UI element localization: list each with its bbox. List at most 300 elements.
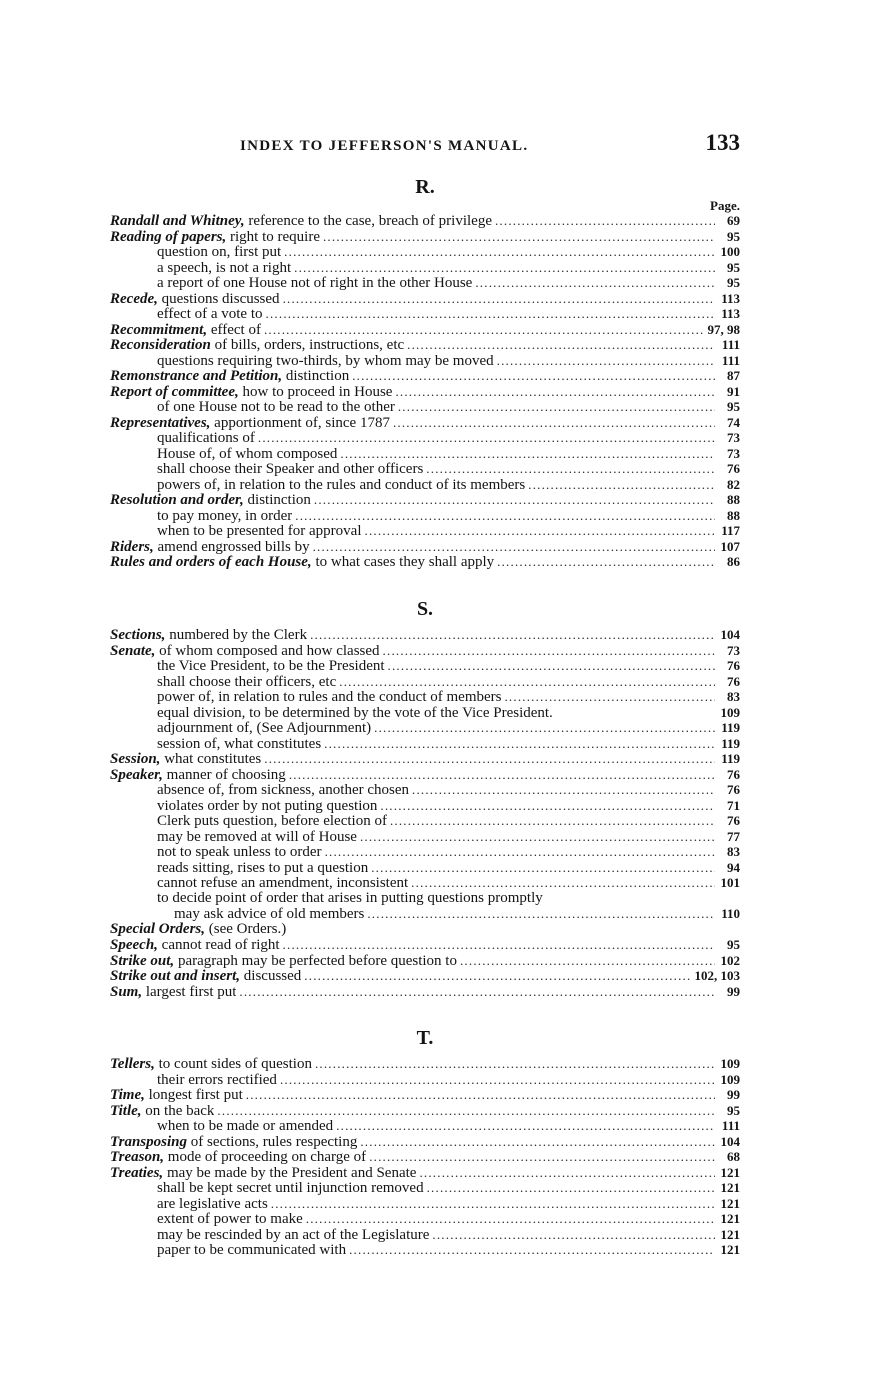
entry-page-ref: 119: [721, 720, 740, 735]
entry-description: when to be made or amended: [157, 1119, 334, 1134]
entry-description: to count sides of question: [154, 1057, 312, 1072]
dot-leader: [315, 1056, 715, 1072]
index-entry: [110, 984, 740, 1000]
entry-text: [157, 783, 409, 799]
entry-description: effect of: [207, 322, 261, 338]
entry-text: [110, 985, 236, 1001]
entry-term: Title,: [110, 1103, 142, 1119]
index-entry: [110, 368, 740, 384]
index-entry: [110, 446, 740, 462]
dot-leader: [390, 813, 715, 829]
section-letter-s: S.: [416, 598, 434, 620]
entry-text: [157, 431, 255, 447]
entry-text: [157, 1243, 346, 1259]
entry-description: reference to the case, breach of privilege: [244, 214, 492, 229]
entry-term: Sections,: [110, 628, 166, 643]
entry-page-ref: 73: [727, 430, 740, 445]
entry-description: how to proceed in House: [238, 384, 393, 400]
entry-page-ref: 119: [721, 751, 740, 766]
entry-description: question on, first put: [157, 245, 282, 260]
entry-description: of sections, rules respecting: [186, 1134, 358, 1150]
entry-page-ref: 99: [727, 983, 740, 999]
index-entry: [110, 415, 740, 431]
dot-leader: [295, 508, 715, 524]
dot-leader: [283, 937, 715, 953]
entry-page-ref: 97, 98: [707, 321, 740, 337]
entry-text: [110, 1166, 416, 1182]
dot-leader: [432, 1227, 715, 1243]
index-entry: [110, 275, 740, 291]
dot-leader: [360, 829, 715, 845]
entry-term: Senate,: [110, 643, 156, 659]
section-r-entries: [110, 213, 740, 570]
dot-leader: [427, 1180, 715, 1196]
entry-page-ref: 95: [727, 259, 740, 275]
entry-description: of one House not to be read to the other: [157, 400, 395, 415]
dot-leader: [369, 1149, 715, 1165]
index-entry: [110, 461, 740, 477]
index-entry: [110, 875, 740, 891]
dot-leader: [246, 1087, 715, 1103]
entry-description: numbered by the Clerk: [165, 628, 308, 643]
entry-page-ref: 68: [727, 1149, 740, 1164]
entry-page-ref: 95: [727, 399, 740, 414]
entry-page-ref: 83: [727, 689, 740, 704]
index-entry: [110, 1196, 740, 1212]
section-t-entries: [110, 1056, 740, 1258]
index-entry: [110, 751, 740, 767]
index-entry: [110, 937, 740, 953]
index-entry: [110, 1149, 740, 1165]
index-entry: [110, 798, 740, 814]
entry-description: adjournment of, (See Adjournment): [157, 721, 372, 736]
entry-description: amend engrossed bills by: [153, 539, 310, 555]
entry-text: [157, 462, 423, 478]
entry-page-ref: 113: [721, 306, 740, 321]
index-entry: [110, 1056, 740, 1072]
entry-term: Session,: [110, 752, 161, 767]
index-entry: [110, 291, 740, 307]
dot-leader: [283, 291, 715, 307]
entry-term: Sum,: [110, 984, 143, 1000]
entry-text: [157, 276, 472, 292]
running-head: [110, 130, 740, 158]
dot-leader: [395, 384, 715, 400]
entry-text: [110, 969, 301, 985]
index-entry: [110, 829, 740, 845]
entry-page-ref: 121: [720, 1195, 740, 1211]
entry-text: [157, 891, 543, 907]
dot-leader: [460, 953, 715, 969]
entry-term: Speaker,: [110, 767, 163, 783]
dot-leader: [528, 477, 715, 493]
entry-description: their errors rectified: [157, 1072, 277, 1088]
dot-leader: [349, 1242, 715, 1258]
index-entry: [110, 477, 740, 493]
dot-leader: [340, 446, 715, 462]
entry-description: qualifications of: [157, 431, 255, 446]
dot-leader: [412, 782, 715, 798]
page-number: 133: [705, 130, 740, 155]
entry-description: of whom composed and how classed: [155, 643, 380, 659]
entry-page-ref: 83: [727, 844, 740, 859]
dot-leader: [411, 875, 715, 891]
dot-leader: [504, 689, 715, 705]
entry-text: [157, 1228, 429, 1244]
entry-term: Time,: [110, 1088, 145, 1103]
index-entry: [110, 1180, 740, 1196]
dot-leader: [239, 984, 715, 1000]
entry-page-ref: 86: [727, 554, 740, 569]
entry-text: [110, 628, 307, 644]
entry-description: shall choose their Speaker and other officers: [157, 462, 424, 477]
index-entry: [110, 968, 740, 984]
index-entry: [110, 906, 740, 922]
entry-page-ref: 121: [720, 1211, 740, 1226]
index-entry: [110, 674, 740, 690]
entry-text: [110, 768, 286, 784]
dot-leader: [271, 1196, 715, 1212]
section-s-entries: [110, 627, 740, 999]
index-entry: [110, 891, 740, 907]
index-entry: [110, 860, 740, 876]
entry-page-ref: 104: [720, 627, 740, 642]
entry-page-ref: 102: [720, 952, 740, 968]
entry-page-ref: 119: [721, 735, 740, 751]
entry-page-ref: 121: [720, 1242, 740, 1257]
entry-description: cannot refuse an amendment, inconsistent: [157, 876, 409, 891]
dot-leader: [497, 554, 715, 570]
entry-text: [157, 675, 336, 691]
dot-leader: [367, 906, 715, 922]
index-entry: [110, 353, 740, 369]
entry-page-ref: 82: [727, 476, 740, 492]
entry-page-ref: 95: [727, 275, 740, 290]
entry-description: powers of, in relation to the rules and conduct of its members: [157, 477, 526, 493]
entry-text: [157, 830, 357, 846]
dot-leader: [419, 1165, 715, 1181]
entry-page-ref: 91: [727, 383, 740, 399]
index-entry: [110, 1134, 740, 1150]
entry-page-ref: 95: [727, 1102, 740, 1118]
entry-page-ref: 95: [727, 937, 740, 952]
index-entry: [110, 922, 740, 938]
index-entry: [110, 244, 740, 260]
dot-leader: [304, 968, 691, 984]
dot-leader: [284, 244, 715, 260]
entry-description: distinction: [282, 369, 350, 384]
dot-leader: [325, 844, 715, 860]
dot-leader: [388, 658, 715, 674]
entry-text: [110, 922, 286, 938]
entry-description: apportionment of, since 1787: [210, 415, 390, 431]
entry-page-ref: 74: [727, 414, 740, 430]
entry-page-ref: 95: [727, 228, 740, 244]
entry-text: [110, 954, 457, 970]
entry-text: [110, 1104, 214, 1120]
dot-leader: [426, 461, 715, 477]
dot-leader: [360, 1134, 715, 1150]
entry-description: paper to be communicated with: [157, 1243, 347, 1258]
entry-text: [110, 292, 280, 308]
index-entry: [110, 1118, 740, 1134]
entry-text: [157, 737, 321, 753]
entry-description: shall be kept secret until injunction removed: [157, 1181, 424, 1196]
entry-term: Speech,: [110, 938, 158, 953]
entry-description: discussed: [240, 969, 302, 984]
entry-description: questions discussed: [157, 291, 280, 307]
entry-page-ref: 102, 103: [694, 968, 740, 983]
entry-page-ref: 109: [720, 704, 740, 720]
index-entry: [110, 720, 740, 736]
dot-leader: [264, 322, 705, 338]
entry-term: Reading of papers,: [110, 229, 227, 245]
dot-leader: [264, 751, 715, 767]
entry-description: cannot read of right: [157, 938, 280, 953]
index-entry: [110, 306, 740, 322]
entry-text: [110, 385, 392, 401]
entry-page-ref: 113: [721, 290, 740, 306]
entry-description: may be rescinded by an act of the Legislature: [157, 1227, 430, 1243]
entry-text: [110, 1150, 366, 1166]
entry-description: a speech, is not a right: [157, 260, 292, 276]
entry-page-ref: 73: [727, 642, 740, 658]
section-letter-r: R.: [415, 176, 435, 198]
index-entry: [110, 492, 740, 508]
entry-text: [110, 555, 494, 571]
entry-text: [157, 706, 553, 722]
entry-description: session of, what constitutes: [157, 736, 322, 752]
dot-leader: [314, 492, 715, 508]
entry-term: Report of committee,: [110, 384, 239, 400]
entry-term: Treason,: [110, 1150, 165, 1165]
dot-leader: [407, 337, 715, 353]
dot-leader: [323, 229, 715, 245]
entry-description: manner of choosing: [162, 767, 286, 783]
index-entry: [110, 508, 740, 524]
entry-text: [110, 1088, 243, 1104]
entry-description: are legislative acts: [157, 1196, 268, 1212]
entry-term: Special Orders,: [110, 921, 205, 937]
entry-description: largest first put: [142, 984, 237, 1000]
entry-page-ref: 76: [727, 658, 740, 673]
entry-page-ref: 107: [720, 538, 740, 554]
index-entry: [110, 953, 740, 969]
entry-term: Recommitment,: [110, 322, 208, 338]
entry-text: [110, 369, 349, 385]
entry-term: Recede,: [110, 291, 158, 307]
entry-description: extent of power to make: [157, 1212, 303, 1227]
dot-leader: [497, 353, 715, 369]
entry-text: [110, 644, 380, 660]
index-entry: [110, 627, 740, 643]
entry-description: Clerk puts question, before election of: [157, 814, 387, 829]
entry-text: [157, 1073, 277, 1089]
dot-leader: [258, 430, 715, 446]
index-entry: [110, 539, 740, 555]
entry-description: equal division, to be determined by the vote of the Vice President.: [157, 705, 553, 721]
entry-text: [110, 540, 310, 556]
entry-page-ref: 76: [727, 673, 740, 689]
entry-page-ref: 117: [721, 523, 740, 538]
index-entry: [110, 736, 740, 752]
dot-leader: [374, 720, 715, 736]
entry-text: [110, 230, 320, 246]
entry-description: of bills, orders, instructions, etc: [210, 338, 405, 353]
entry-description: absence of, from sickness, another chosen: [157, 783, 409, 798]
dot-leader: [475, 275, 715, 291]
entry-text: [157, 245, 281, 261]
index-entry: [110, 1242, 740, 1258]
index-entry: [110, 813, 740, 829]
entry-text: [110, 938, 280, 954]
entry-page-ref: 101: [720, 875, 740, 890]
entry-text: [157, 1181, 424, 1197]
entry-description: may ask advice of old members: [174, 907, 365, 922]
entry-page-ref: 111: [721, 352, 740, 368]
dot-leader: [280, 1072, 715, 1088]
entry-description: distinction: [243, 493, 311, 508]
entry-description: paragraph may be perfected before question to: [174, 953, 457, 969]
entry-description: (see Orders.): [205, 921, 287, 937]
entry-text: [157, 659, 385, 675]
index-entry: [110, 1087, 740, 1103]
entry-page-ref: 111: [721, 337, 740, 352]
entry-term: Tellers,: [110, 1057, 155, 1072]
entry-text: [157, 690, 501, 706]
index-entry: [110, 643, 740, 659]
entry-text: [157, 447, 337, 463]
entry-page-ref: 71: [727, 797, 740, 813]
dot-leader: [324, 736, 715, 752]
dot-leader: [310, 627, 715, 643]
running-title: INDEX TO JEFFERSON'S MANUAL.: [240, 138, 529, 154]
entry-text: [157, 400, 395, 416]
entry-text: [157, 1212, 303, 1228]
entry-term: Strike out and insert,: [110, 969, 241, 984]
entry-description: right to require: [226, 229, 320, 245]
entry-text: [157, 1119, 333, 1135]
entry-text: [110, 752, 261, 768]
dot-leader: [393, 415, 715, 431]
index-entry: [110, 554, 740, 570]
dot-leader: [336, 1118, 715, 1134]
entry-page-ref: 88: [727, 507, 740, 523]
index-entry: [110, 213, 740, 229]
dot-leader: [352, 368, 715, 384]
entry-description: a report of one House not of right in the other House: [157, 276, 473, 291]
entry-page-ref: 76: [727, 461, 740, 476]
entry-text: [157, 845, 322, 861]
entry-description: longest first put: [144, 1088, 243, 1103]
page-column-label: Page.: [710, 198, 740, 213]
entry-text: [110, 1057, 312, 1073]
dot-leader: [289, 767, 715, 783]
index-entry: [110, 399, 740, 415]
entry-page-ref: 76: [727, 813, 740, 828]
index-entry: [110, 689, 740, 705]
dot-leader: [383, 643, 715, 659]
entry-description: what constitutes: [160, 752, 262, 767]
entry-page-ref: 76: [727, 782, 740, 797]
entry-term: Rules and orders of each House,: [110, 555, 312, 570]
entry-text: [157, 307, 263, 323]
entry-description: shall choose their officers, etc: [157, 674, 337, 690]
dot-leader: [371, 860, 715, 876]
entry-description: House of, of whom composed: [157, 446, 338, 462]
entry-text: [110, 214, 492, 230]
dot-leader: [306, 1211, 715, 1227]
entry-page-ref: 104: [720, 1133, 740, 1149]
entry-text: [157, 814, 387, 830]
entry-page-ref: 121: [720, 1226, 740, 1242]
entry-description: not to speak unless to order: [157, 845, 322, 860]
entry-page-ref: 69: [727, 213, 740, 228]
entry-description: the Vice President, to be the President: [157, 659, 385, 674]
index-entry: [110, 384, 740, 400]
index-entry: [110, 1227, 740, 1243]
entry-text: [110, 323, 261, 339]
index-entry: [110, 1103, 740, 1119]
entry-description: violates order by not puting question: [157, 798, 378, 814]
entry-text: [157, 524, 362, 540]
entry-text: [157, 478, 525, 494]
dot-leader: [380, 798, 715, 814]
index-entry: [110, 844, 740, 860]
index-entry: [110, 1211, 740, 1227]
entry-term: Strike out,: [110, 953, 175, 969]
index-entry: [110, 430, 740, 446]
dot-leader: [217, 1103, 715, 1119]
index-entry: [110, 705, 740, 721]
dot-leader: [365, 523, 715, 539]
dot-leader: [495, 213, 715, 229]
entry-page-ref: 94: [727, 859, 740, 875]
index-entry: [110, 229, 740, 245]
entry-text: [157, 509, 292, 525]
entry-term: Resolution and order,: [110, 493, 244, 508]
entry-description: mode of proceeding on charge of: [164, 1150, 367, 1165]
entry-text: [110, 1135, 357, 1151]
entry-page-ref: 87: [727, 368, 740, 383]
entry-description: to pay money, in order: [157, 508, 293, 524]
index-entry: [110, 260, 740, 276]
entry-text: [110, 493, 311, 509]
entry-term: Remonstrance and Petition,: [110, 369, 283, 384]
entry-text: [157, 799, 377, 815]
entry-description: may be made by the President and Senate: [163, 1165, 417, 1181]
index-entry: [110, 523, 740, 539]
index-entry: [110, 1072, 740, 1088]
entry-page-ref: 73: [727, 445, 740, 461]
section-letter-t: T.: [416, 1027, 434, 1049]
entry-page-ref: 76: [727, 766, 740, 782]
entry-description: to decide point of order that arises in putting questions promptly: [157, 890, 543, 906]
entry-page-ref: 109: [720, 1071, 740, 1087]
entry-text: [157, 354, 494, 370]
entry-page-ref: 111: [721, 1118, 740, 1133]
entry-term: Transposing: [110, 1134, 187, 1150]
entry-description: on the back: [141, 1103, 215, 1119]
entry-text: [174, 907, 364, 923]
entry-description: may be removed at will of House: [157, 829, 357, 845]
index-entry: [110, 322, 740, 338]
entry-description: power of, in relation to rules and the conduct of members: [157, 690, 502, 705]
entry-page-ref: 77: [727, 828, 740, 844]
dot-leader: [313, 539, 715, 555]
index-entry: [110, 337, 740, 353]
entry-term: Treaties,: [110, 1165, 164, 1181]
